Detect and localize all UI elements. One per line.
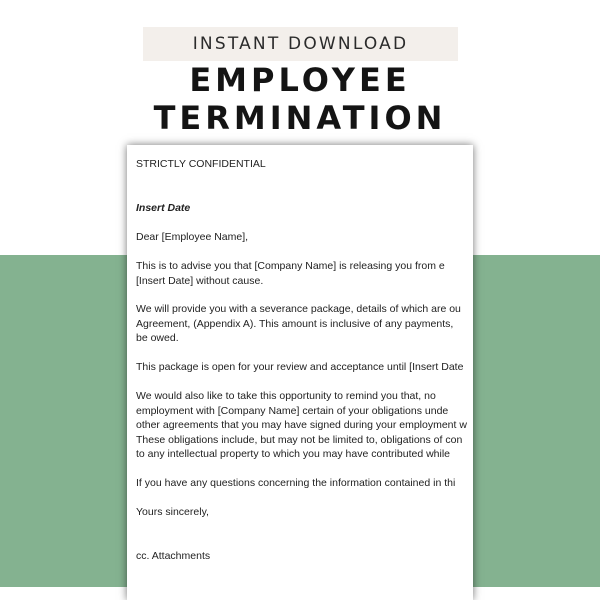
paragraph-line: other agreements that you may have signed during your employment w <box>136 419 467 431</box>
letter-document-page <box>127 145 473 600</box>
confidential-heading: STRICTLY CONFIDENTIAL <box>136 158 266 170</box>
paragraph-questions <box>136 476 455 491</box>
paragraph-package-open <box>136 360 463 375</box>
paragraph-line: This is to advise you that [Company Name] is releasing you from e <box>136 260 445 272</box>
paragraph-line: be owed. <box>136 332 179 344</box>
paragraph-line: These obligations include, but may not be limited to, obligations of con <box>136 433 463 446</box>
paragraph-line: employment with [Company Name] certain of your obligations unde <box>136 404 449 417</box>
instant-download-banner: INSTANT DOWNLOAD <box>143 27 458 61</box>
title-line-termination: TERMINATION <box>153 99 447 137</box>
paragraph-obligations <box>136 389 467 462</box>
paragraph-line: If you have any questions concerning the information contained in thi <box>136 477 456 489</box>
title-line-employee: EMPLOYEE <box>189 61 411 99</box>
paragraph-line: This package is open for your review and acceptance until [Insert Date <box>136 361 464 373</box>
closing: Yours sincerely, <box>136 506 209 518</box>
paragraph-release-notice <box>136 259 445 288</box>
paragraph-severance <box>136 302 461 346</box>
paragraph-line: We would also like to take this opportunity to remind you that, no <box>136 390 436 402</box>
insert-date-placeholder: Insert Date <box>136 202 191 214</box>
paragraph-line: [Insert Date] without cause. <box>136 274 264 287</box>
salutation: Dear [Employee Name], <box>136 231 249 243</box>
paragraph-line: Agreement, (Appendix A). This amount is inclusive of any payments, <box>136 317 454 330</box>
cc-attachments: cc. Attachments <box>136 550 211 562</box>
paragraph-line: We will provide you with a severance package, details of which are ou <box>136 303 461 315</box>
paragraph-line: to any intellectual property to which you may have contributed while <box>136 448 451 460</box>
